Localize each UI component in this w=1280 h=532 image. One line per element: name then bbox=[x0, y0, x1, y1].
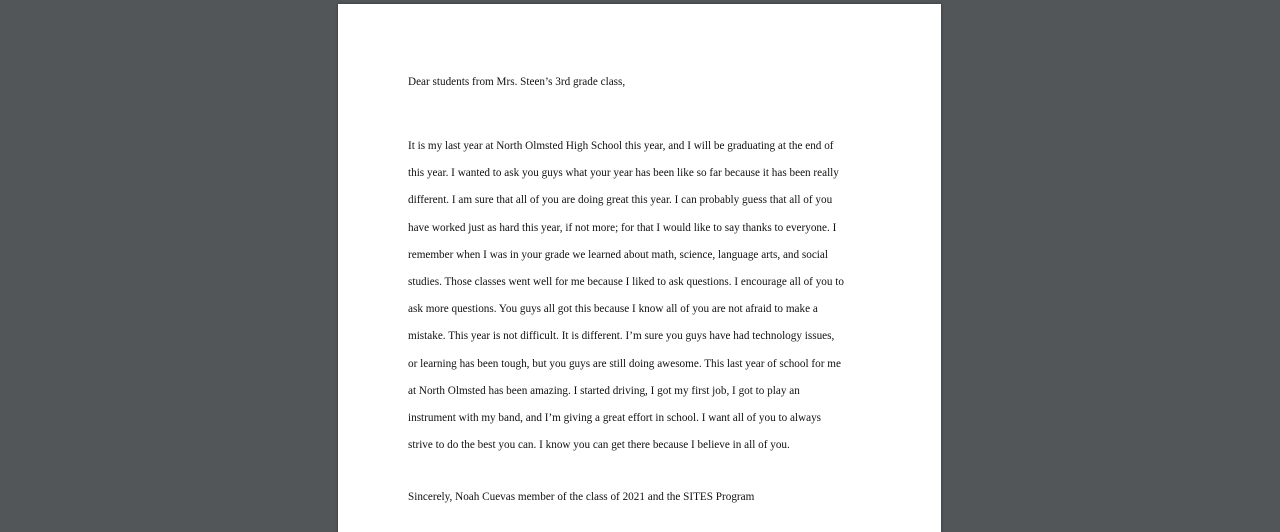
letter-body-line: different. I am sure that all of you are doing great this year. I can probably guess that all of you bbox=[408, 194, 833, 206]
document-page bbox=[338, 4, 941, 532]
letter-body-line: It is my last year at North Olmsted High School this year, and I will be graduating at the end of bbox=[408, 140, 834, 152]
letter-body-line: at North Olmsted has been amazing. I started driving, I got my first job, I got to play an bbox=[408, 385, 800, 397]
letter-body-line: or learning has been tough, but you guys are still doing awesome. This last year of school for me bbox=[408, 358, 841, 370]
letter-body-line: remember when I was in your grade we learned about math, science, language arts, and social bbox=[408, 249, 828, 261]
letter-body-line: strive to do the best you can. I know you can get there because I believe in all of you. bbox=[408, 439, 790, 451]
letter-body-line: have worked just as hard this year, if not more; for that I would like to say thanks to everyone. I bbox=[408, 222, 837, 234]
letter-body-line: this year. I wanted to ask you guys what your year has been like so far because it has been really bbox=[408, 167, 839, 179]
letter-signoff: Sincerely, Noah Cuevas member of the class of 2021 and the SITES Program bbox=[408, 491, 755, 503]
letter-body-line: mistake. This year is not difficult. It is different. I’m sure you guys have had technology issues, bbox=[408, 330, 835, 342]
letter-body-line: ask more questions. You guys all got this because I know all of you are not afraid to make a bbox=[408, 303, 818, 315]
letter-body-line: instrument with my band, and I’m giving a great effort in school. I want all of you to always bbox=[408, 412, 822, 424]
letter-greeting: Dear students from Mrs. Steen’s 3rd grade class, bbox=[408, 76, 626, 88]
letter-body-line: studies. Those classes went well for me because I liked to ask questions. I encourage all of you to bbox=[408, 276, 844, 288]
